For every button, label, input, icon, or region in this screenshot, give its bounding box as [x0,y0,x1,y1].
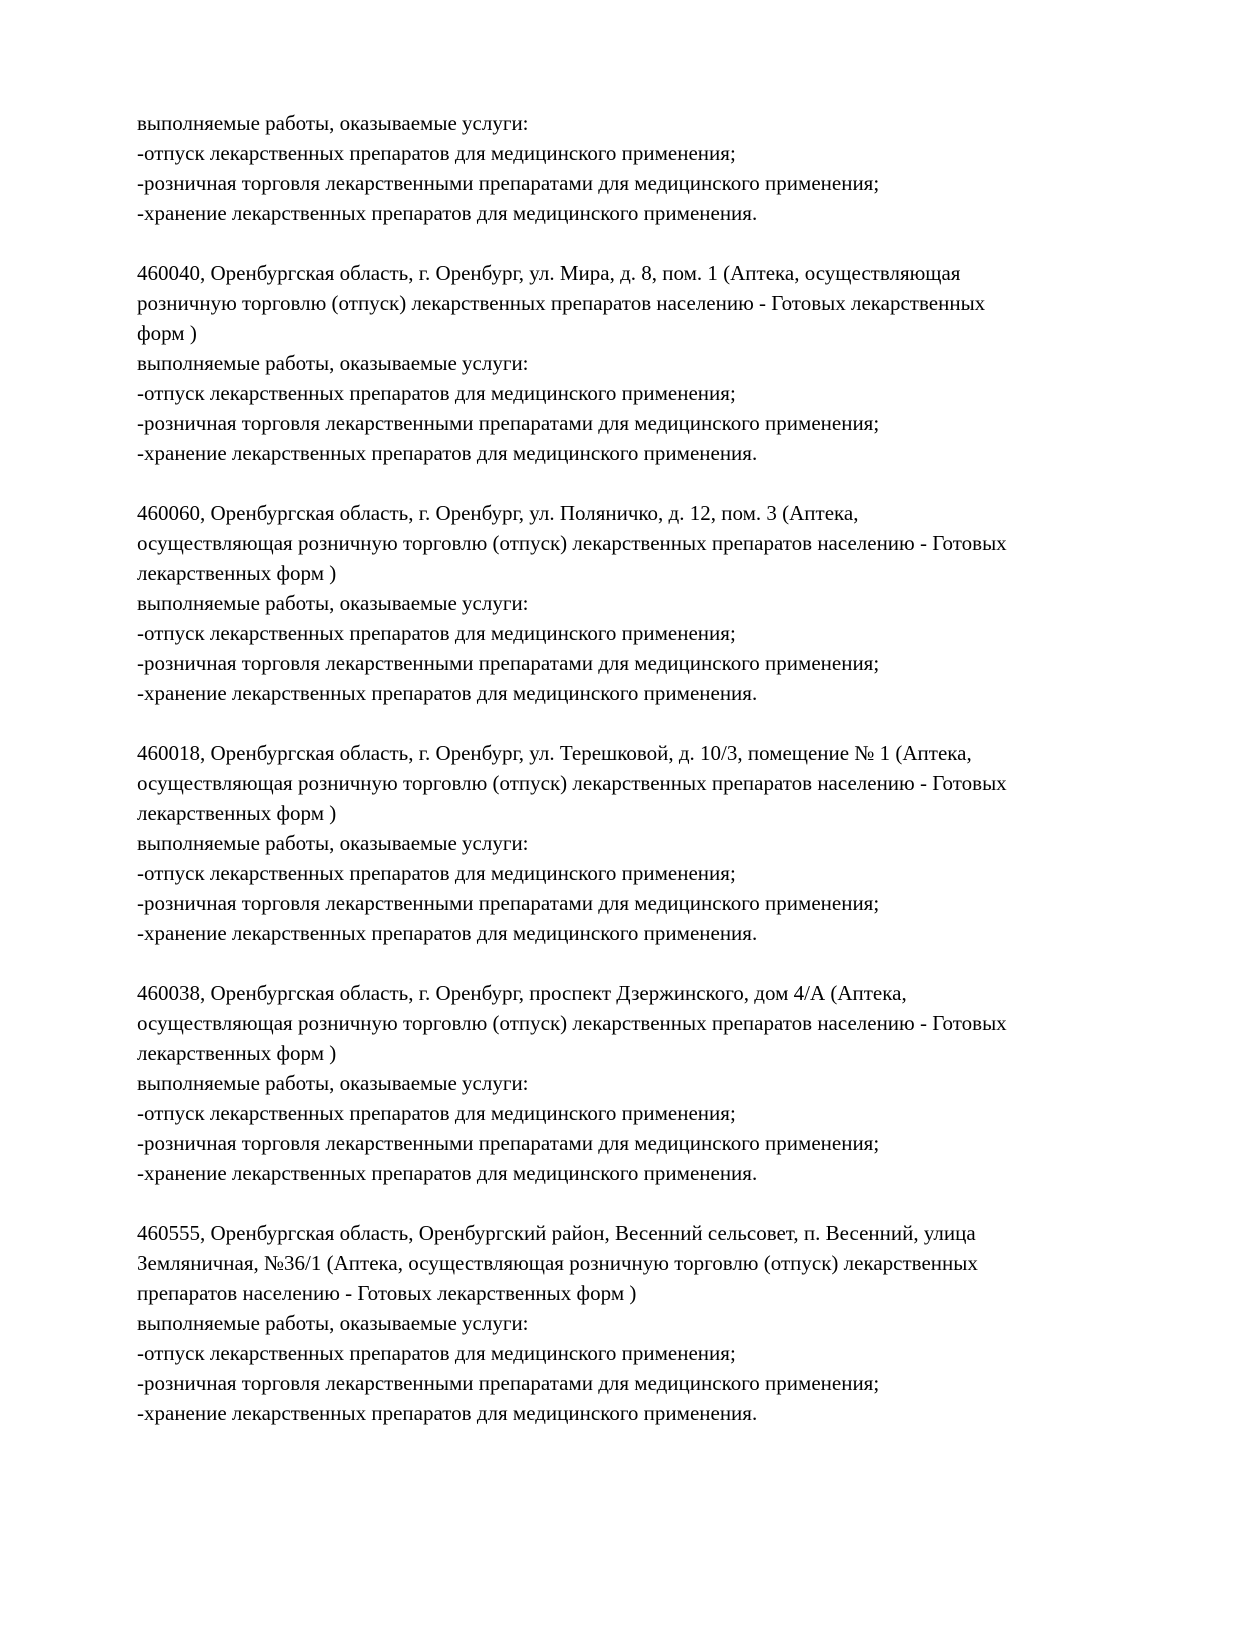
service-item: -хранение лекарственных препаратов для медицинского применения. [137,441,758,465]
service-item: -хранение лекарственных препаратов для медицинского применения. [137,921,758,945]
services-header: выполняемые работы, оказываемые услуги: [137,351,529,375]
pharmacy-address-line: 460038, Оренбургская область, г. Оренбург, проспект Дзержинского, дом 4/А (Аптека, [137,981,907,1005]
pharmacy-address-line: 460060, Оренбургская область, г. Оренбург, ул. Поляничко, д. 12, пом. 3 (Аптека, [137,501,859,525]
pharmacy-entry [137,258,1137,468]
pharmacy-address-line: лекарственных форм ) [137,561,337,585]
service-item: -розничная торговля лекарственными препаратами для медицинского применения; [137,651,880,675]
service-item: -розничная торговля лекарственными препаратами для медицинского применения; [137,1131,880,1155]
services-header: выполняемые работы, оказываемые услуги: [137,591,529,615]
service-item: -розничная торговля лекарственными препаратами для медицинского применения; [137,1371,880,1395]
service-item: -розничная торговля лекарственными препаратами для медицинского применения; [137,891,880,915]
pharmacy-entry [137,498,1137,708]
service-item: -хранение лекарственных препаратов для медицинского применения. [137,681,758,705]
service-item: -отпуск лекарственных препаратов для медицинского применения; [137,141,736,165]
pharmacy-address-line: лекарственных форм ) [137,801,337,825]
service-item: -отпуск лекарственных препаратов для медицинского применения; [137,381,736,405]
pharmacy-address-line: розничную торговлю (отпуск) лекарственных препаратов населению - Готовых лекарственных [137,291,986,315]
pharmacy-address-line: препаратов населению - Готовых лекарственных форм ) [137,1281,637,1305]
services-header: выполняемые работы, оказываемые услуги: [137,831,529,855]
pharmacy-entry [137,978,1137,1188]
pharmacy-address-line: 460040, Оренбургская область, г. Оренбург, ул. Мира, д. 8, пом. 1 (Аптека, осуществляющая [137,261,961,285]
pharmacy-address-line: Земляничная, №36/1 (Аптека, осуществляющая розничную торговлю (отпуск) лекарственных [137,1251,978,1275]
pharmacy-address-line: 460555, Оренбургская область, Оренбургский район, Весенний сельсовет, п. Весенний, улица [137,1221,976,1245]
services-header: выполняемые работы, оказываемые услуги: [137,1311,529,1335]
pharmacy-address-line: 460018, Оренбургская область, г. Оренбург, ул. Терешковой, д. 10/3, помещение № 1 (Аптека, [137,741,972,765]
document-content [137,108,1137,1428]
pharmacy-address-line: форм ) [137,321,197,345]
service-item: -хранение лекарственных препаратов для медицинского применения. [137,1161,758,1185]
services-header: выполняемые работы, оказываемые услуги: [137,111,529,135]
pharmacy-address-line: осуществляющая розничную торговлю (отпуск) лекарственных препаратов населению - Готовых [137,1011,1007,1035]
pharmacy-address-line: осуществляющая розничную торговлю (отпуск) лекарственных препаратов населению - Готовых [137,531,1007,555]
pharmacy-entry [137,1218,1137,1428]
services-header: выполняемые работы, оказываемые услуги: [137,1071,529,1095]
service-item: -отпуск лекарственных препаратов для медицинского применения; [137,621,736,645]
continuation-services-block [137,108,1137,228]
service-item: -отпуск лекарственных препаратов для медицинского применения; [137,1101,736,1125]
service-item: -розничная торговля лекарственными препаратами для медицинского применения; [137,171,880,195]
service-item: -хранение лекарственных препаратов для медицинского применения. [137,1401,758,1425]
pharmacy-entry [137,738,1137,948]
pharmacy-address-line: осуществляющая розничную торговлю (отпуск) лекарственных препаратов населению - Готовых [137,771,1007,795]
service-item: -отпуск лекарственных препаратов для медицинского применения; [137,1341,736,1365]
service-item: -розничная торговля лекарственными препаратами для медицинского применения; [137,411,880,435]
service-item: -отпуск лекарственных препаратов для медицинского применения; [137,861,736,885]
pharmacy-address-line: лекарственных форм ) [137,1041,337,1065]
service-item: -хранение лекарственных препаратов для медицинского применения. [137,201,758,225]
